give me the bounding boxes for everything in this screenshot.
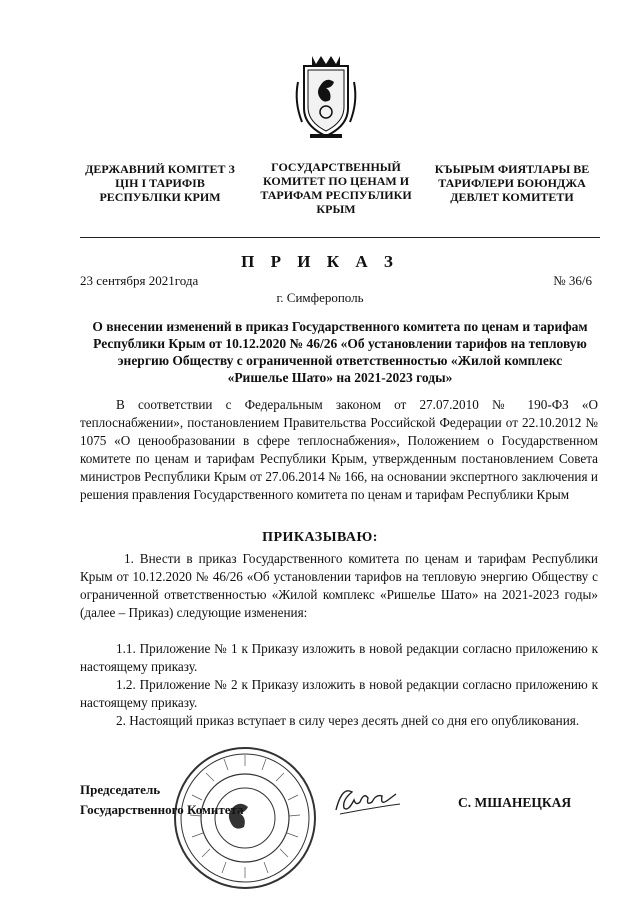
order-heading: ПРИКАЗЫВАЮ: (262, 530, 378, 545)
preamble-paragraph: В соответствии с Федеральным законом от 27.07.2010 № 190-ФЗ «О теплоснабжении», постановлением Правительства Российской Федерации от 22.10.2012 № 1075 «О ценообразовании в сфере теплоснабжения», Положением о Государственном комитете по ценам и тарифам Республики Крым, утвержденным постановлением Совета министров Республики Крым от 27.06.2014 № 166, на основании экспертного заключения и решения правления Государственного комитета по ценам и тарифам Республики Крым (80, 397, 598, 502)
document-type: П Р И К А З (241, 252, 399, 271)
header-divider (80, 237, 600, 238)
document-title: О внесении изменений в приказ Государственного комитета по ценам и тарифам Республики Крым от 10.12.2020 № 46/26 «Об установлении тарифов на тепловую энергию Обществу с ограниченной ответственностью «Жилой комплекс «Ришелье Шато» на 2021-2023 годы» (92, 319, 588, 385)
document-number: № 36/6 (553, 273, 592, 288)
handwritten-signature (330, 780, 410, 820)
header-ukrainian-name: ДЕРЖАВНИЙ КОМІТЕТ З ЦІН І ТАРИФІВ РЕСПУБЛІКИ КРИМ (85, 162, 235, 204)
signatory-name: С. МШАНЕЦКАЯ (458, 795, 572, 810)
document-date: 23 сентября 2021года (80, 273, 199, 288)
header-russian-name: ГОСУДАРСТВЕННЫЙ КОМИТЕТ ПО ЦЕНАМ И ТАРИФАМ РЕСПУБЛИКИ КРЫМ (260, 160, 412, 216)
document-city: г. Симферополь (276, 290, 364, 305)
order-item-1: 1. Внести в приказ Государственного комитета по ценам и тарифам Республики Крым от 10.12.2020 № 46/26 «Об установлении тарифов на тепловую энергию Обществу с ограниченной ответственностью «Жилой комплекс «Ришелье Шато» на 2021-2023 годы» (далее – Приказ) следующие изменения: (80, 551, 598, 620)
order-item-1-1: 1.1. Приложение № 1 к Приказу изложить в новой редакции согласно приложению к настоящему приказу. (80, 641, 598, 674)
order-item-1-2: 1.2. Приложение № 2 к Приказу изложить в новой редакции согласно приложению к настоящему приказу. (80, 677, 598, 710)
coat-of-arms-emblem (290, 52, 362, 140)
signatory-position-line2: Государственного Комитета (80, 802, 244, 817)
order-item-2: 2. Настоящий приказ вступает в силу через десять дней со дня его опубликования. (116, 713, 580, 728)
signatory-position-line1: Председатель (80, 782, 161, 797)
header-crimean-tatar-name: КЪЫРЫМ ФИЯТЛАРЫ ВЕ ТАРИФЛЕРИ БОЮНДЖА ДЕВЛЕТ КОМИТЕТИ (434, 162, 590, 204)
signatory-position (80, 780, 244, 820)
